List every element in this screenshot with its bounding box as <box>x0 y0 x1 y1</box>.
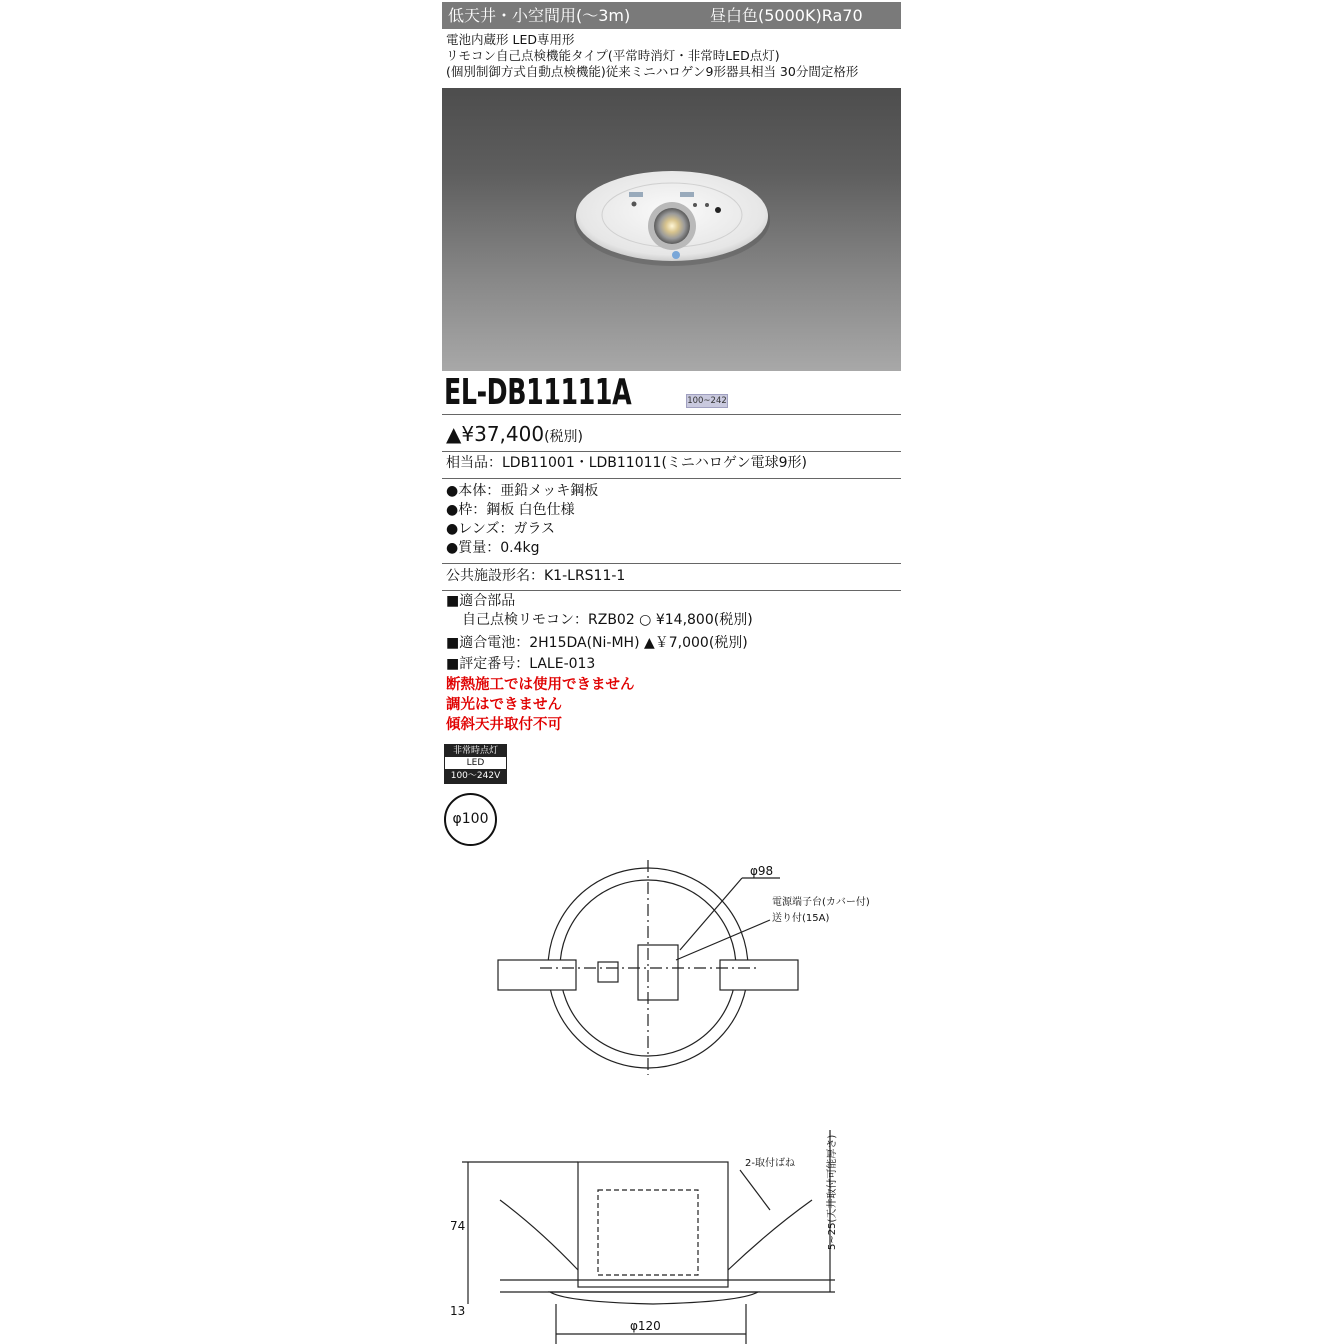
top-view-drawing <box>480 850 900 1075</box>
divider <box>442 590 901 591</box>
warning-text: 傾斜天井取付不可 <box>446 717 562 733</box>
terminal-block <box>638 945 678 1000</box>
equivalent-product: 相当品：LDB11001・LDB11011(ミニハロゲン電球9形) <box>446 455 807 471</box>
model-number: EL-DB11111A <box>444 372 632 413</box>
emergency-sticker <box>444 744 507 784</box>
divider <box>442 414 901 415</box>
product-photo <box>442 88 901 371</box>
remote-info: 自己点検リモコン：RZB02 ○ ¥14,800(税別) <box>462 612 753 628</box>
warning-text: 断熱施工では使用できません <box>446 677 635 693</box>
header-right-text: 昼白色(5000K)Ra70 <box>710 6 863 25</box>
sticker-top: 非常時点灯 <box>445 745 506 757</box>
warning-text: 調光はできません <box>446 697 562 713</box>
header-left-text: 低天井・小空間用(～3m) <box>448 6 631 25</box>
battery-info: ■適合電池：2H15DA(Ni-MH) ▲￥7,000(税別) <box>446 635 748 651</box>
height-label: 74 <box>450 1219 466 1233</box>
spec-item: ●質量：0.4kg <box>446 540 540 556</box>
parts-heading: ■適合部品 <box>446 593 516 609</box>
spec-item: ●枠：鋼板 白色仕様 <box>446 502 575 518</box>
price-main: ▲¥37,400 <box>446 422 545 446</box>
downlight-image <box>442 88 901 371</box>
divider <box>442 451 901 452</box>
terminal-label: 送り付(15A) <box>772 913 830 924</box>
desc-line: (個別制御方式自動点検機能)従来ミニハロゲン9形器具相当 30分間定格形 <box>446 64 859 79</box>
terminal-label: 電源端子台(カバー付) <box>772 897 870 908</box>
desc-line: 電池内蔵形 LED専用形 <box>446 32 575 47</box>
sticker-bottom: 100～242V <box>445 770 506 783</box>
divider <box>442 563 901 564</box>
spec-list <box>446 482 598 558</box>
spring-label: 2-取付ばね <box>745 1158 795 1169</box>
dimension-label: φ120 <box>630 1319 661 1333</box>
spec-item: ●レンズ：ガラス <box>446 521 556 537</box>
ceiling-label: 5~25(天井取付可能厚さ) <box>827 1134 838 1250</box>
desc-line: リモコン自己点検機能タイプ(平常時消灯・非常時LED点灯) <box>446 48 780 63</box>
sticker-mid: LED <box>445 757 506 770</box>
price-tax: (税別) <box>544 429 584 445</box>
product-description <box>446 32 858 80</box>
dimension-label: φ98 <box>750 864 774 878</box>
divider <box>442 478 901 479</box>
side-view-drawing <box>440 1120 860 1344</box>
voltage-badge: 100~242 <box>687 396 727 406</box>
public-code: 公共施設形名：K1-LRS11-1 <box>446 568 626 584</box>
rating-number: ■評定番号：LALE-013 <box>446 656 596 672</box>
header-bar <box>442 2 901 29</box>
housing <box>578 1162 728 1287</box>
cutout-diameter: φ100 <box>444 793 497 846</box>
flange-label: 13 <box>450 1304 466 1318</box>
spec-item: ●本体：亜鉛メッキ鋼板 <box>446 483 599 499</box>
price <box>446 422 583 446</box>
